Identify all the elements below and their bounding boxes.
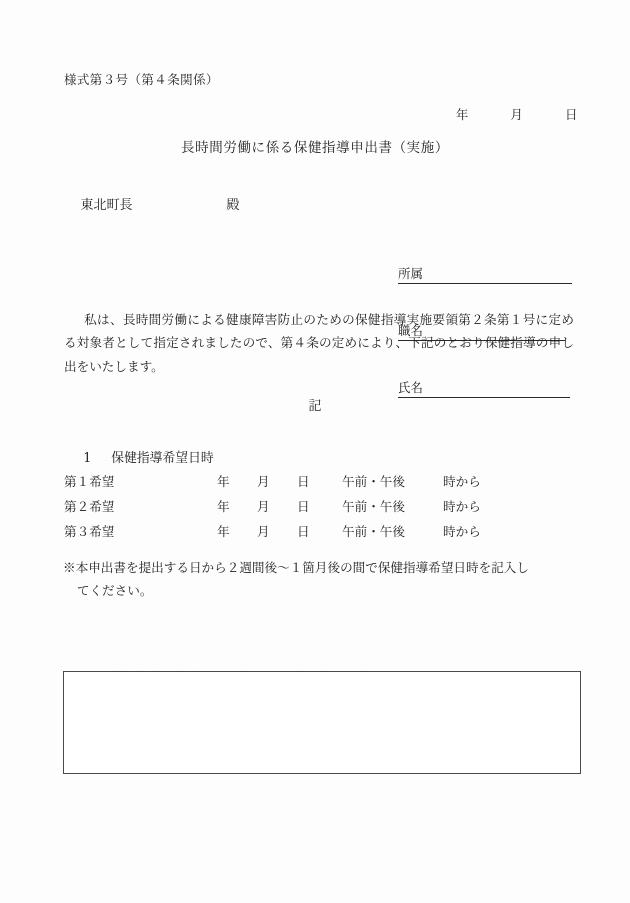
body-paragraph: 私は、長時間労働による健康障害防止のための保健指導実施要領第２条第１号に定める対象者として指定されましたので、第４条の定めにより、下記のとおり保健指導の申し出をいたします。 xyxy=(64,312,574,374)
preference-day-1[interactable]: 日 xyxy=(297,474,310,489)
note-line-2: てください。 xyxy=(76,583,153,599)
preference-ampm-2[interactable]: 午前・午後 xyxy=(342,499,405,514)
table-row xyxy=(64,471,481,496)
preference-year-2[interactable]: 年 xyxy=(217,499,230,514)
preference-day-2[interactable]: 日 xyxy=(297,499,310,514)
preference-hour-1[interactable]: 時から xyxy=(443,474,481,489)
section-1-label: 保健指導希望日時 xyxy=(111,451,214,466)
preference-datetime-table xyxy=(64,471,481,546)
preference-year-3[interactable]: 年 xyxy=(217,524,230,539)
preference-label-1: 第１希望 xyxy=(64,474,115,489)
table-row xyxy=(64,496,481,521)
preference-label-3: 第３希望 xyxy=(64,524,115,539)
preference-month-3[interactable]: 月 xyxy=(257,524,270,539)
preference-ampm-3[interactable]: 午前・午後 xyxy=(342,524,405,539)
ki-marker: 記 xyxy=(308,399,322,414)
addressee-honorific: 殿 xyxy=(226,198,240,213)
preference-ampm-1[interactable]: 午前・午後 xyxy=(342,474,405,489)
table-row xyxy=(64,521,481,546)
form-number: 様式第３号（第４条関係） xyxy=(64,72,219,87)
signature-row-affiliation xyxy=(398,264,572,284)
date-day-label: 日 xyxy=(564,107,578,122)
signature-label-name: 氏名 xyxy=(398,378,423,398)
preference-month-1[interactable]: 月 xyxy=(257,474,270,489)
preference-hour-3[interactable]: 時から xyxy=(443,524,481,539)
preference-year-1[interactable]: 年 xyxy=(217,474,230,489)
date-line xyxy=(440,90,577,138)
signature-label-affiliation: 所属 xyxy=(398,264,423,284)
section-1-number: 1 xyxy=(83,451,92,466)
preference-day-3[interactable]: 日 xyxy=(297,524,310,539)
addressee-name: 東北町長 xyxy=(80,198,133,213)
date-month-label: 月 xyxy=(510,107,523,122)
section-1-note xyxy=(63,556,579,603)
remarks-textarea[interactable] xyxy=(63,671,581,774)
signature-field-affiliation[interactable] xyxy=(423,270,572,284)
preference-month-2[interactable]: 月 xyxy=(257,499,270,514)
note-line-1: ※本申出書を提出する日から２週間後〜１箇月後の間で保健指導希望日時を記入し xyxy=(63,560,529,575)
addressee xyxy=(64,179,240,228)
signature-label-job-title: 職名 xyxy=(398,321,423,341)
page-title: 長時間労働に係る保健指導申出書（実施） xyxy=(181,140,449,156)
date-year-label: 年 xyxy=(455,107,469,122)
preference-hour-2[interactable]: 時から xyxy=(443,499,481,514)
preference-label-2: 第２希望 xyxy=(64,499,115,514)
